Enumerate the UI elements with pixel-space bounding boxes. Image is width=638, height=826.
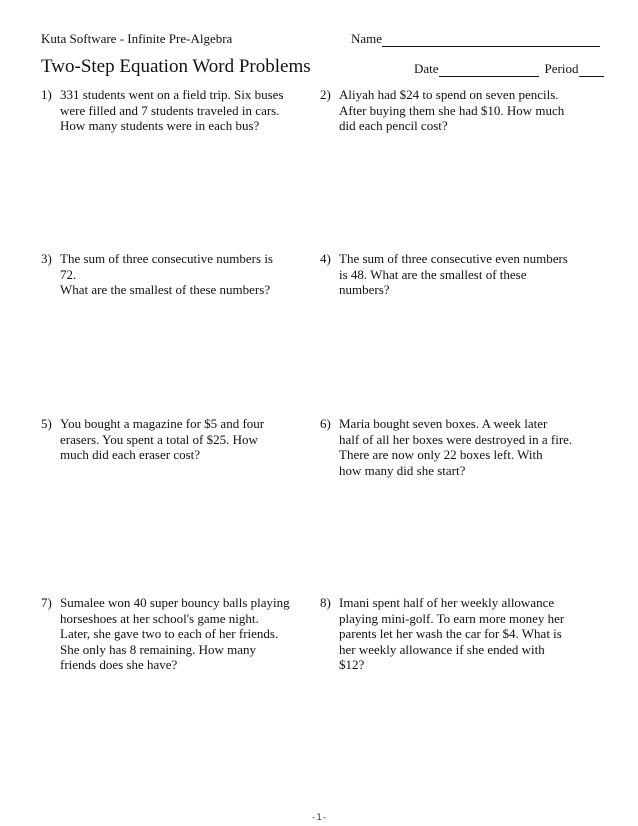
problem-3: [41, 251, 291, 298]
worksheet-title: Two-Step Equation Word Problems: [41, 56, 311, 77]
problem-number: 4): [320, 251, 331, 266]
name-label: Name: [351, 31, 383, 46]
problem-text: Imani spent half of her weekly allowance playing mini-golf. To earn more money her parents let her wash the car for $4. What is her weekly allowance if she ended with $12?: [339, 595, 565, 673]
date-blank-line: [439, 64, 539, 77]
problem-number: 8): [320, 595, 331, 610]
problem-number: 3): [41, 251, 52, 266]
name-field: [351, 31, 600, 47]
period-blank-line: [579, 64, 604, 77]
problem-8: [320, 595, 580, 673]
problem-number: 6): [320, 416, 331, 431]
publisher-label: Kuta Software - Infinite Pre-Algebra: [41, 31, 233, 46]
problem-5: [41, 416, 291, 463]
problem-4: [320, 251, 580, 298]
problem-7: [41, 595, 291, 673]
name-blank-line: [382, 34, 600, 47]
problem-2: [320, 87, 580, 134]
problem-6: [320, 416, 580, 478]
problem-text: Aliyah had $24 to spend on seven pencils. After buying them she had $10. How much did each pencil cost?: [339, 87, 565, 134]
page-number: -1-: [310, 813, 328, 823]
problem-number: 1): [41, 87, 52, 102]
problem-text: The sum of three consecutive even numbers is 48. What are the smallest of these numbers?: [339, 251, 568, 298]
problem-number: 2): [320, 87, 331, 102]
problem-text: You bought a magazine for $5 and four erasers. You spent a total of $25. How much did each eraser cost?: [60, 416, 265, 463]
problem-text: Sumalee won 40 super bouncy balls playing horseshoes at her school's game night. Later, she gave two to each of her friends. She only has 8 remaining. How many friends does she have?: [60, 595, 290, 673]
problem-text: The sum of three consecutive numbers is 72. What are the smallest of these numbers?: [60, 251, 273, 298]
date-period-fields: [414, 61, 604, 77]
period-label: Period: [544, 61, 579, 76]
problem-number: 7): [41, 595, 52, 610]
problem-text: Maria bought seven boxes. A week later half of all her boxes were destroyed in a fire. There are now only 22 boxes left. With how many did she start?: [339, 416, 573, 478]
problem-1: [41, 87, 291, 134]
problem-number: 5): [41, 416, 52, 431]
date-label: Date: [414, 61, 439, 76]
problem-text: 331 students went on a field trip. Six buses were filled and 7 students traveled in cars. How many students were in each bus?: [60, 87, 284, 134]
